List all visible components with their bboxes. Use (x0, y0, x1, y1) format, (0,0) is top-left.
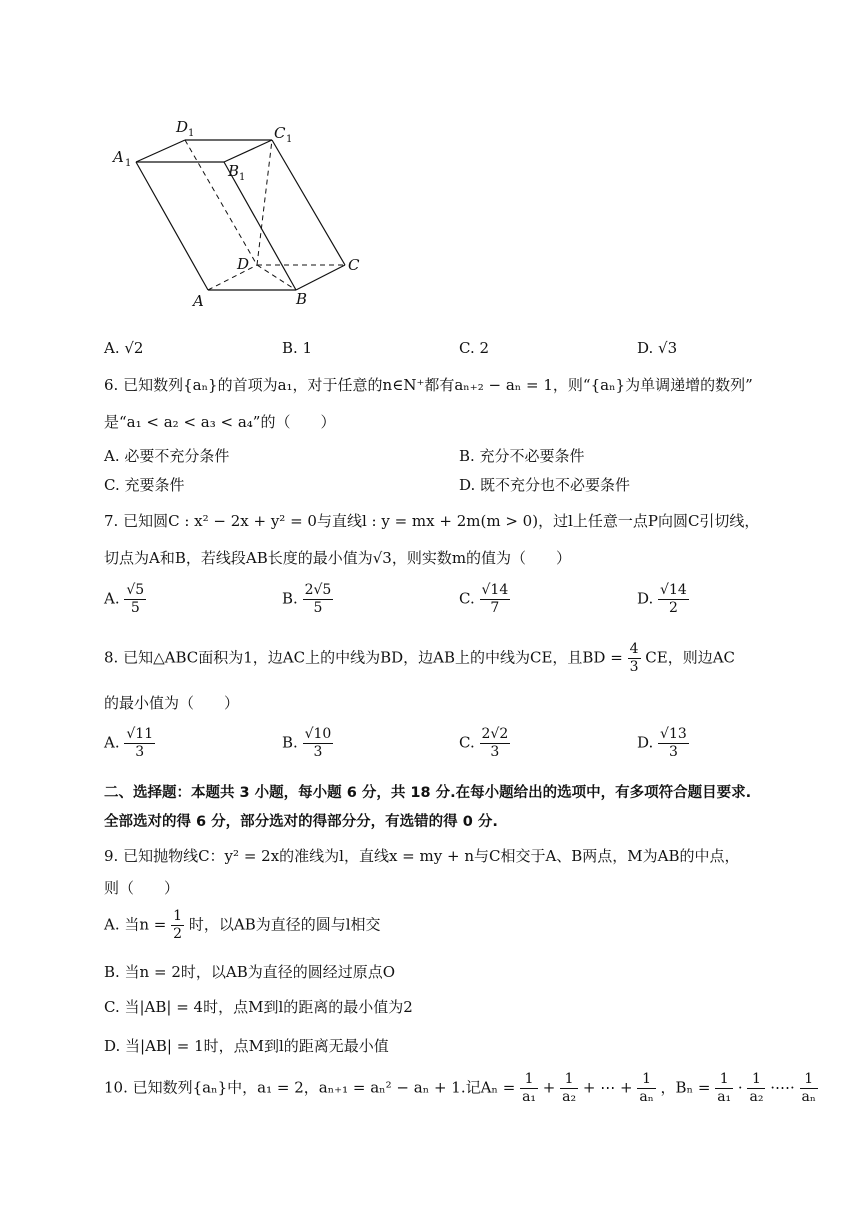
numerator: 1 (560, 1071, 578, 1089)
q8-stem-line2: 的最小值为（ ） (104, 694, 240, 712)
q8-option-a (104, 726, 155, 761)
q6-option-b: B. 充分不必要条件 (459, 447, 585, 465)
option-fraction (303, 726, 334, 761)
numerator: √11 (126, 726, 154, 742)
q8-stem-line1 (104, 641, 735, 676)
label-c: C (274, 124, 286, 142)
q8-stem-part2: CE，则边AC (645, 648, 736, 667)
q9-option-b: B. 当n = 2时，以AB为直径的圆经过原点O (104, 963, 396, 981)
numerator: 1 (715, 1071, 733, 1089)
q5-option-c: C. 2 (459, 339, 490, 357)
q10-stem: 10. 已知数列{aₙ}中，a₁ = 2，aₙ₊₁ = aₙ² − aₙ + 1.记Aₙ = $\frac{1}{\text{a₁}}$ + $\frac{1}{\text{a₂}}$ + ⋯ + $\frac{1}{\text{aₙ}}$ ，Bₙ = $\frac{1}{\text{a₁}}$ · $\frac{1}{\text{a₂}}$ ·⋯· $\frac{1}{\text{aₙ}}$ (104, 1071, 816, 1105)
edge-b-c (296, 265, 345, 290)
edge-c1-c (272, 140, 345, 265)
edge-a1-d1 (136, 140, 185, 162)
hidden-diagonal-d-c1 (257, 140, 272, 265)
label-d-bottom: D (237, 255, 250, 273)
q8-stem-part1: 8. 已知△ABC面积为1，边AC上的中线为BD，边AB上的中线为CE，且BD = (104, 648, 623, 667)
q9-option-a-part1: A. 当n = (104, 915, 167, 934)
denominator: 3 (490, 744, 500, 760)
q9-stem-line1: 9. 已知抛物线C：y² = 2x的准线为l，直线x = my + n与C相交于A、B两点，M为AB的中点， (104, 847, 740, 865)
edge-b1-c1 (224, 140, 272, 162)
section2-heading-line1: 二、选择题：本题共 3 小题，每小题 6 分，共 18 分.在每小题给出的选项中，有多项符合题目要求. (104, 785, 752, 801)
label-sub: 1 (239, 172, 246, 183)
q6-option-d: D. 既不充分也不必要条件 (459, 476, 631, 494)
q10-ellipsis-plus: + ⋯ + (582, 1078, 633, 1097)
denominator: 7 (490, 600, 500, 616)
option-fraction (124, 582, 146, 617)
numerator: 1 (173, 908, 183, 924)
denominator: a₂ (562, 1089, 577, 1105)
denominator: 3 (668, 744, 678, 760)
q10-fraction (747, 1071, 765, 1106)
q5-option-d: D. √3 (637, 339, 678, 357)
denominator: a₁ (522, 1089, 537, 1105)
q8-option-c (459, 726, 510, 761)
denominator: 3 (135, 744, 145, 760)
q10-fraction (715, 1071, 733, 1106)
denominator: a₂ (749, 1089, 764, 1105)
option-label: D. (637, 589, 654, 608)
q7-option-d (637, 582, 689, 617)
q6-stem-line1: 6. 已知数列{aₙ}的首项为a₁，对于任意的n∈N⁺都有aₙ₊₂ − aₙ = 1，则“{aₙ}为单调递增的数列” (104, 376, 753, 394)
denominator: a₁ (717, 1089, 732, 1105)
q9-option-d: D. 当|AB| = 1时，点M到l的距离无最小值 (104, 1037, 389, 1055)
q8-option-d (637, 726, 689, 761)
numerator: √14 (481, 582, 509, 598)
q10-fraction (520, 1071, 538, 1106)
parallelepiped-figure (100, 108, 380, 323)
q9-stem-line2: 则（ ） (104, 879, 180, 897)
q10-stem-part1: 10. 已知数列{aₙ}中，a₁ = 2，aₙ₊₁ = aₙ² − aₙ + 1.记Aₙ = (104, 1078, 516, 1097)
q8-option-b (282, 726, 333, 761)
option-fraction (480, 726, 511, 761)
hidden-diagonal-d-b (257, 265, 296, 290)
label-sub: 1 (188, 128, 195, 139)
q7-option-a (104, 582, 146, 617)
q8-fraction (628, 641, 641, 676)
q7-stem-line1: 7. 已知圆C : x² − 2x + y² = 0与直线l : y = mx + 2m(m > 0)，过l上任意一点P向圆C引切线， (104, 512, 760, 530)
hidden-edge-a-d (208, 265, 257, 290)
option-fraction (124, 726, 155, 761)
q9-option-a-fraction (171, 908, 184, 943)
denominator: aₙ (639, 1089, 654, 1105)
label-c-bottom: C (348, 256, 360, 274)
label-a: A (113, 148, 124, 166)
q5-option-b: B. 1 (282, 339, 313, 357)
numerator: 1 (800, 1071, 818, 1089)
q7-option-b (282, 582, 333, 617)
denominator: 3 (629, 659, 639, 675)
section2-heading-line2: 全部选对的得 6 分，部分选对的得部分分，有选错的得 0 分. (104, 814, 498, 830)
q10-fraction (637, 1071, 655, 1106)
denominator: aₙ (801, 1089, 816, 1105)
q10-stem-part2: ，Bₙ = (660, 1078, 711, 1097)
denominator: 5 (313, 600, 323, 616)
option-label: A. (104, 733, 120, 752)
option-label: B. (282, 733, 298, 752)
edge-a1-a (136, 162, 208, 290)
label-sub: 1 (125, 158, 132, 169)
numerator: 1 (637, 1071, 655, 1089)
label-a-bottom: A (193, 292, 204, 310)
numerator: 2√5 (304, 582, 332, 598)
denominator: 5 (130, 600, 140, 616)
q10-ellipsis-times: ·⋯· (770, 1078, 795, 1097)
label-b-bottom: B (296, 290, 308, 308)
q6-stem-line2: 是“a₁ < a₂ < a₃ < a₄”的（ ） (104, 413, 336, 431)
q10-fraction (560, 1071, 578, 1106)
label-sub: 1 (286, 134, 293, 145)
option-label: B. (282, 589, 298, 608)
option-label: C. (459, 733, 475, 752)
option-fraction (480, 582, 511, 617)
q6-option-c: C. 充要条件 (104, 476, 185, 494)
numerator: 4 (629, 641, 639, 657)
option-label: C. (459, 589, 475, 608)
q9-option-a (104, 908, 381, 943)
denominator: 2 (173, 926, 183, 942)
option-label: A. (104, 589, 120, 608)
numerator: 1 (520, 1071, 538, 1089)
numerator: √13 (660, 726, 687, 742)
numerator: √10 (304, 726, 332, 742)
q10-fraction (800, 1071, 818, 1106)
label-b: B (228, 162, 240, 180)
denominator: 3 (313, 744, 323, 760)
option-fraction (303, 582, 334, 617)
numerator: √14 (660, 582, 687, 598)
q5-option-a: A. √2 (104, 339, 144, 357)
numerator: √5 (126, 582, 145, 598)
q6-option-a: A. 必要不充分条件 (104, 447, 230, 465)
q7-option-c (459, 582, 510, 617)
numerator: 1 (747, 1071, 765, 1089)
q9-option-a-part2: 时，以AB为直径的圆与l相交 (188, 915, 381, 934)
option-label: D. (637, 733, 654, 752)
q9-option-c: C. 当|AB| = 4时，点M到l的距离的最小值为2 (104, 998, 413, 1016)
option-fraction (658, 726, 689, 761)
q7-stem-line2: 切点为A和B，若线段AB长度的最小值为√3，则实数m的值为（ ） (104, 549, 572, 567)
numerator: 2√2 (481, 726, 509, 742)
denominator: 2 (668, 600, 678, 616)
label-d: D (176, 118, 189, 136)
option-fraction (658, 582, 689, 617)
